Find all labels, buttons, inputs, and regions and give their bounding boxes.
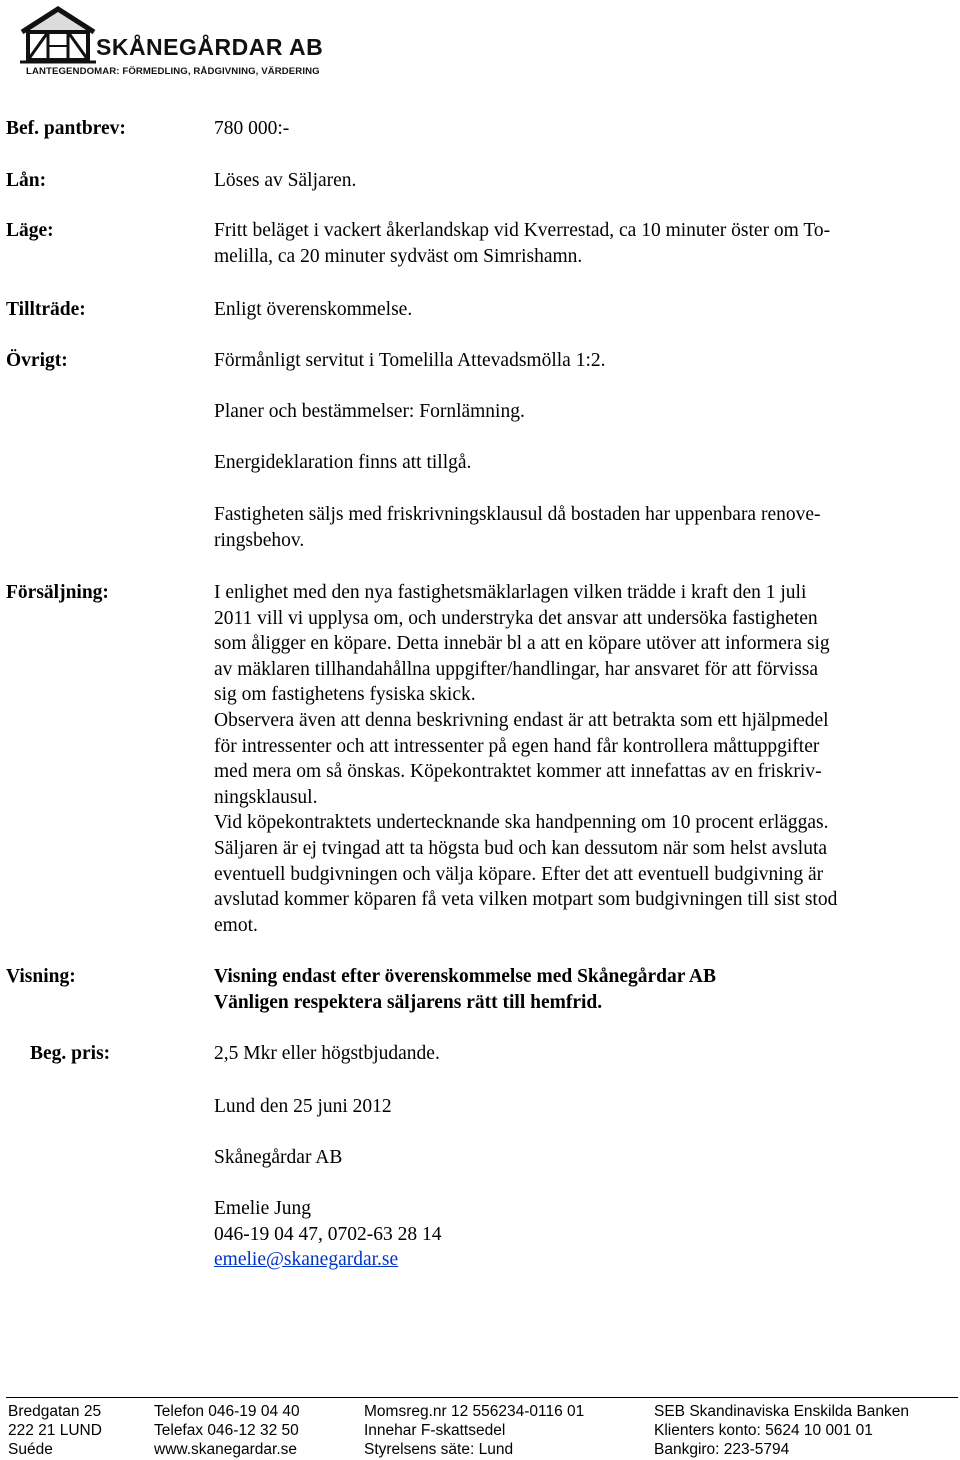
- label-pris: Beg. pris:: [30, 1043, 111, 1064]
- label-forsaljning: Försäljning:: [6, 582, 109, 603]
- footer-text: Styrelsens säte: Lund: [364, 1441, 514, 1458]
- forsaljning-line: av mäklaren tillhandahållna uppgifter/handlingar, har ansvaret för att förvissa: [214, 658, 819, 680]
- contact-phones: 046-19 04 47, 0702-63 28 14: [214, 1223, 442, 1245]
- footer-text: Telefax 046-12 32 50: [154, 1422, 299, 1439]
- contact-email-link[interactable]: emelie@skanegardar.se: [214, 1249, 399, 1271]
- signature-company: Skånegårdar AB: [214, 1147, 343, 1168]
- visning-line: Vänligen respektera säljarens rätt till hemfrid.: [214, 991, 603, 1013]
- label-pantbrev: Bef. pantbrev:: [6, 118, 126, 139]
- visning-line: Visning endast efter överenskommelse med Skånegårdar AB: [214, 966, 716, 987]
- forsaljning-line: för intressenter och att intressenter på egen hand får kontrollera måttuppgifter: [214, 735, 820, 757]
- forsaljning-line: sig om fastighetens fysiska skick.: [214, 684, 476, 706]
- farmhouse-logo-icon: [18, 6, 98, 66]
- footer-address: [8, 1402, 102, 1459]
- lage-line: Fritt beläget i vackert åkerlandskap vid Kverrestad, ca 10 minuter öster om To-: [214, 220, 831, 241]
- label-visning: Visning:: [6, 966, 76, 987]
- company-logo: [18, 6, 348, 80]
- ovrigt-line: ringsbehov.: [214, 529, 305, 551]
- footer-website-link[interactable]: www.skanegardar.se: [154, 1441, 298, 1458]
- value-visning: [214, 964, 934, 1015]
- footer-bank: [654, 1402, 909, 1459]
- footer-text: Momsreg.nr 12 556234-0116 01: [364, 1403, 585, 1420]
- footer-text: Suéde: [8, 1441, 53, 1458]
- logo-tagline: LANTEGENDOMAR: FÖRMEDLING, RÅDGIVNING, VÄRDERING: [26, 66, 320, 77]
- place-date: Lund den 25 juni 2012: [214, 1096, 392, 1117]
- footer-text: Telefon 046-19 04 40: [154, 1403, 300, 1420]
- value-pantbrev: 780 000:-: [214, 118, 290, 139]
- footer-text: SEB Skandinaviska Enskilda Banken: [654, 1403, 910, 1420]
- label-lan: Lån:: [6, 170, 47, 191]
- footer-divider: [6, 1397, 958, 1398]
- ovrigt-line: Fastigheten säljs med friskrivningsklausul då bostaden har uppenbara renove-: [214, 504, 821, 525]
- footer-text: Bredgatan 25: [8, 1403, 102, 1420]
- value-lage: [214, 218, 934, 269]
- value-forsaljning: [214, 580, 934, 938]
- footer-contact: [154, 1402, 300, 1459]
- contact-name: Emelie Jung: [214, 1198, 311, 1219]
- logo-wordmark: SKÅNEGÅRDAR AB: [96, 34, 324, 60]
- ovrigt-item: Energideklaration finns att tillgå.: [214, 452, 472, 473]
- contact-block: [214, 1196, 934, 1273]
- value-pris: 2,5 Mkr eller högstbjudande.: [214, 1043, 440, 1064]
- ovrigt-item: Förmånligt servitut i Tomelilla Attevadsmölla 1:2.: [214, 350, 606, 371]
- forsaljning-line: emot.: [214, 914, 258, 936]
- forsaljning-line: I enlighet med den nya fastighetsmäklarlagen vilken trädde i kraft den 1 juli: [214, 582, 807, 603]
- label-lage: Läge:: [6, 220, 54, 241]
- ovrigt-item: Planer och bestämmelser: Fornlämning.: [214, 401, 525, 422]
- forsaljning-line: 2011 vill vi upplysa om, och understryka det ansvar att undersöka fastigheten: [214, 607, 818, 629]
- forsaljning-line: ningsklausul.: [214, 786, 318, 808]
- value-tilltrade: Enligt överenskommelse.: [214, 299, 413, 320]
- forsaljning-line: Vid köpekontraktets undertecknande ska handpenning om 10 procent erläggas.: [214, 812, 829, 834]
- label-ovrigt: Övrigt:: [6, 350, 68, 371]
- footer-text: 222 21 LUND: [8, 1422, 102, 1439]
- forsaljning-line: som åligger en köpare. Detta innebär bl a att en köpare utöver att informera sig: [214, 633, 830, 655]
- forsaljning-line: Säljaren är ej tvingad att ta högsta bud och kan dessutom när som helst avsluta: [214, 837, 828, 859]
- footer-text: Bankgiro: 223-5794: [654, 1441, 790, 1458]
- label-tilltrade: Tillträde:: [6, 299, 86, 320]
- value-lan: Löses av Säljaren.: [214, 170, 357, 191]
- forsaljning-line: avslutad kommer köparen få veta vilken motpart som budgivningen till sist stod: [214, 889, 838, 911]
- forsaljning-line: med mera om så önskas. Köpekontraktet kommer att innefattas av en friskriv-: [214, 761, 822, 783]
- lage-line: melilla, ca 20 minuter sydväst om Simrishamn.: [214, 245, 583, 267]
- footer-text: Klienters konto: 5624 10 001 01: [654, 1422, 873, 1439]
- footer-text: Innehar F-skattsedel: [364, 1422, 506, 1439]
- ovrigt-item: [214, 502, 934, 553]
- forsaljning-line: Observera även att denna beskrivning endast är att betrakta som ett hjälpmedel: [214, 709, 829, 731]
- footer-registration: [364, 1402, 584, 1459]
- forsaljning-line: eventuell budgivningen och välja köpare. Efter det att eventuell budgivning är: [214, 863, 824, 885]
